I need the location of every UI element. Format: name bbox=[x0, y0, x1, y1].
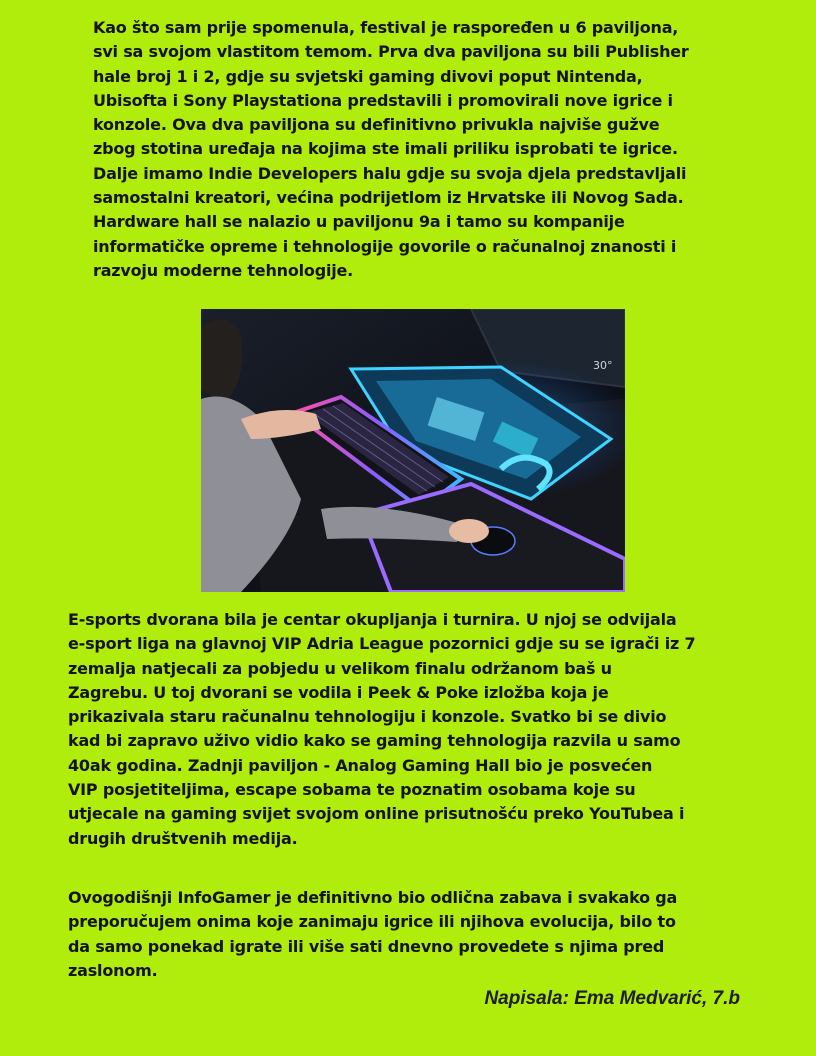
author-signature: Napisala: Ema Medvarić, 7.b bbox=[484, 988, 740, 1009]
article-paragraph-3: Ovogodišnji InfoGamer je definitivno bio odlična zabava i svakako ga preporučujem onima koje zanimaju igrice ili njihova evolucija, bilo to da samo ponekad igrate ili više sati dnevno provedete s njima pred zaslonom. bbox=[68, 888, 678, 980]
monitor-text: 30° bbox=[593, 359, 613, 372]
article-paragraph-2: E-sports dvorana bila je centar okupljanja i turnira. U njoj se odvijala e-sport liga na glavnoj VIP Adria League pozornici gdje su se igrači iz 7 zemalja natjecali za pobjedu u velikom finalu održanom baš u Zagrebu. U toj dvorani se vodila i Peek & Poke izložba koja je prikazivala staru računalnu tehnologiju i konzole. Svatko bi se divio kad bi zapravo uživo vidio kako se gaming tehnologija razvila u samo 40ak godina. Zadnji paviljon - Analog Gaming Hall bio je posvećen VIP posjetiteljima, escape sobama te poznatim osobama koje su utjecale na gaming svijet svojom online prisutnošću preko YouTubea i drugih društvenih medija. bbox=[68, 610, 696, 848]
article-paragraph-1: Kao što sam prije spomenula, festival je raspoređen u 6 paviljona, svi sa svojom vlastitom temom. Prva dva paviljona su bili Publisher hale broj 1 i 2, gdje su svjetski gaming divovi poput Nintenda, Ubisofta i Sony Playstationa predstavili i promovirali nove igrice i konzole. Ova dva paviljona su definitivno privukla najviše gužve zbog stotina uređaja na kojima ste imali priliku isprobati te igrice. Dalje imamo Indie Developers halu gdje su svoja djela predstavljali samostalni kreatori, većina podrijetlom iz Hrvatske ili Novog Sada. Hardware hall se nalazio u paviljonu 9a i tamo su kompanije informatičke opreme i tehnologije govorile o računalnoj znanosti i razvoju moderne tehnologije. bbox=[93, 18, 689, 280]
gaming-setup-illustration bbox=[201, 309, 625, 592]
gaming-setup-photo bbox=[201, 309, 625, 592]
